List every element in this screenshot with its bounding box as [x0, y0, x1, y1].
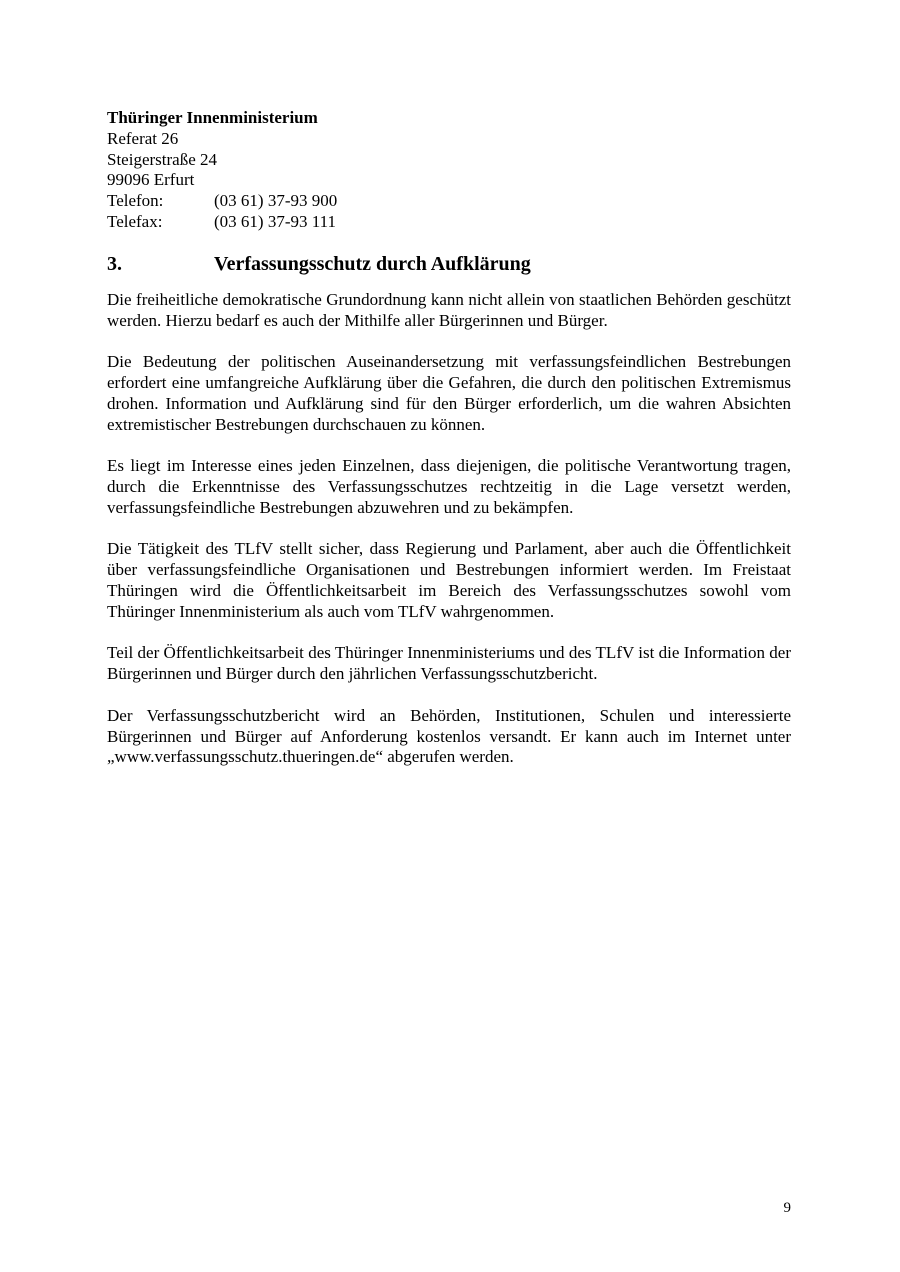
- document-page: [107, 108, 791, 768]
- phone-number: (03 61) 37-93 900: [214, 191, 338, 211]
- street-address: Steigerstraße 24: [107, 149, 217, 169]
- paragraph: Teil der Öffentlichkeitsarbeit des Thüringer Innenministeriums und des TLfV ist die Information der Bürgerinnen und Bürger durch den jährlichen Verfassungsschutzbericht.: [107, 643, 791, 684]
- page-number: 9: [783, 1200, 791, 1216]
- address-block: [107, 108, 791, 233]
- fax-number: (03 61) 37-93 111: [214, 211, 336, 231]
- organization-name: Thüringer Innenministerium: [107, 108, 318, 127]
- section-title: Verfassungsschutz durch Aufklärung: [214, 252, 531, 275]
- paragraph: Die Bedeutung der politischen Auseinandersetzung mit verfassungsfeindlichen Bestrebungen erfordert eine umfangreiche Aufklärung über die Gefahren, die durch den politischen Extremismus drohen. Information und Aufklärung sind für den Bürger erforderlich, um die wahren Absichten extremistischer Bestrebungen durchschauen zu können.: [107, 352, 791, 434]
- fax-row: [107, 212, 791, 233]
- fax-label: Telefax:: [107, 211, 163, 231]
- paragraph: Es liegt im Interesse eines jeden Einzelnen, dass diejenigen, die politische Verantwortung tragen, durch die Erkenntnisse des Verfassungsschutzes rechtzeitig in die Lage versetzt werden, verfassungsfeindliche Bestrebungen abzuwehren und zu bekämpfen.: [107, 456, 791, 517]
- paragraph: Der Verfassungsschutzbericht wird an Behörden, Institutionen, Schulen und interessierte Bürgerinnen und Bürger auf Anforderung kostenlos versandt. Er kann auch im Internet unter „www.verfassungsschutz.thueringen.de“ abgerufen werden.: [107, 705, 791, 767]
- paragraph: Die freiheitliche demokratische Grundordnung kann nicht allein von staatlichen Behörden geschützt werden. Hierzu bedarf es auch der Mithilfe aller Bürgerinnen und Bürger.: [107, 289, 791, 330]
- city-address: 99096 Erfurt: [107, 170, 195, 190]
- section-number: 3.: [107, 252, 122, 275]
- paragraph: Die Tätigkeit des TLfV stellt sicher, dass Regierung und Parlament, aber auch die Öffentlichkeit über verfassungsfeindliche Organisationen und Bestrebungen informiert werden. Im Freistaat Thüringen wird die Öffentlichkeitsarbeit im Bereich des Verfassungsschutzes sowohl vom Thüringer Innenministerium als auch vom TLfV wahrgenommen.: [107, 539, 791, 621]
- department-name: Referat 26: [107, 128, 179, 148]
- phone-row: [107, 191, 791, 212]
- section-heading: [107, 252, 791, 276]
- phone-label: Telefon:: [107, 191, 164, 211]
